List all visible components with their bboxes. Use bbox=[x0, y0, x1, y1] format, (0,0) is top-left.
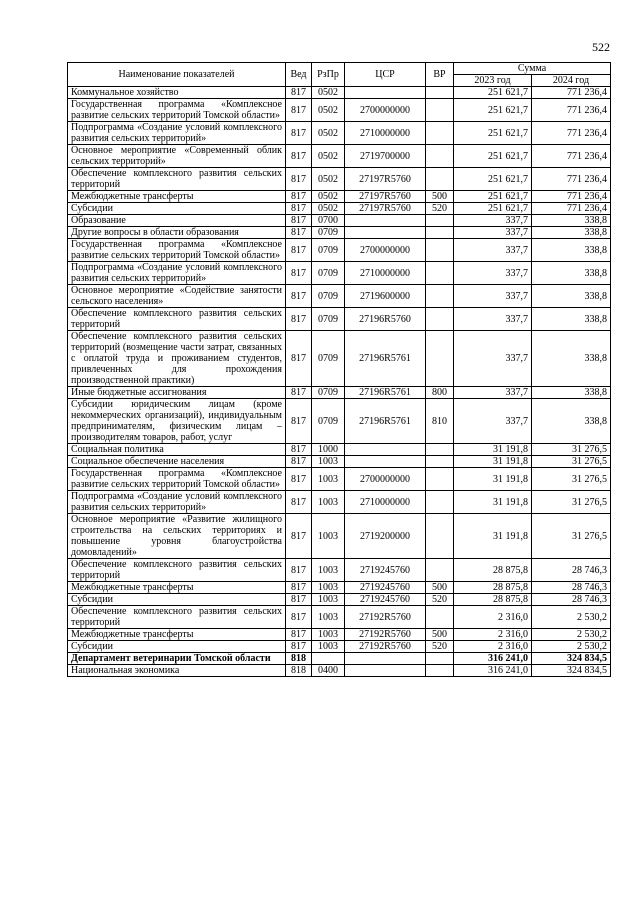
table-row bbox=[68, 227, 611, 239]
row-ved: 817 bbox=[286, 444, 312, 456]
row-ved: 817 bbox=[286, 594, 312, 606]
row-csr bbox=[345, 665, 426, 677]
row-name: Межбюджетные трансферты bbox=[68, 629, 286, 641]
row-vr: 500 bbox=[426, 582, 454, 594]
row-vr bbox=[426, 308, 454, 331]
row-csr bbox=[345, 215, 426, 227]
row-ved: 817 bbox=[286, 308, 312, 331]
table-row bbox=[68, 444, 611, 456]
row-value-2023: 316 241,0 bbox=[454, 665, 532, 677]
row-rzpr: 1003 bbox=[312, 606, 345, 629]
row-rzpr: 0709 bbox=[312, 308, 345, 331]
table-row bbox=[68, 606, 611, 629]
row-name: Субсидии bbox=[68, 594, 286, 606]
row-rzpr: 0709 bbox=[312, 285, 345, 308]
row-ved: 817 bbox=[286, 215, 312, 227]
table-row bbox=[68, 285, 611, 308]
row-rzpr: 0502 bbox=[312, 191, 345, 203]
row-name: Другие вопросы в области образования bbox=[68, 227, 286, 239]
row-name: Обеспечение комплексного развития сельских территорий bbox=[68, 168, 286, 191]
row-value-2024: 31 276,5 bbox=[532, 514, 611, 559]
row-ved: 817 bbox=[286, 239, 312, 262]
row-rzpr: 0502 bbox=[312, 145, 345, 168]
row-value-2023: 337,7 bbox=[454, 308, 532, 331]
row-value-2023: 2 316,0 bbox=[454, 641, 532, 653]
row-vr: 500 bbox=[426, 629, 454, 641]
row-value-2023: 31 191,8 bbox=[454, 491, 532, 514]
row-value-2024: 771 236,4 bbox=[532, 145, 611, 168]
row-csr: 2700000000 bbox=[345, 468, 426, 491]
row-vr bbox=[426, 87, 454, 99]
row-rzpr: 0502 bbox=[312, 99, 345, 122]
row-value-2023: 251 621,7 bbox=[454, 168, 532, 191]
row-vr: 520 bbox=[426, 641, 454, 653]
row-rzpr: 0502 bbox=[312, 168, 345, 191]
table-row bbox=[68, 456, 611, 468]
row-vr bbox=[426, 468, 454, 491]
table-row bbox=[68, 122, 611, 145]
row-csr: 2719245760 bbox=[345, 594, 426, 606]
row-rzpr: 1003 bbox=[312, 641, 345, 653]
table-row bbox=[68, 145, 611, 168]
row-csr: 27196R5761 bbox=[345, 387, 426, 399]
row-value-2024: 338,8 bbox=[532, 227, 611, 239]
row-vr bbox=[426, 262, 454, 285]
row-csr: 2710000000 bbox=[345, 491, 426, 514]
row-vr bbox=[426, 665, 454, 677]
table-row bbox=[68, 203, 611, 215]
table-row bbox=[68, 641, 611, 653]
row-csr: 2719245760 bbox=[345, 559, 426, 582]
table-row bbox=[68, 653, 611, 665]
row-value-2023: 251 621,7 bbox=[454, 203, 532, 215]
row-vr: 520 bbox=[426, 594, 454, 606]
table-row bbox=[68, 262, 611, 285]
row-value-2023: 337,7 bbox=[454, 399, 532, 444]
row-rzpr: 0709 bbox=[312, 331, 345, 387]
row-ved: 817 bbox=[286, 399, 312, 444]
row-value-2024: 2 530,2 bbox=[532, 641, 611, 653]
row-value-2024: 771 236,4 bbox=[532, 122, 611, 145]
row-name: Коммунальное хозяйство bbox=[68, 87, 286, 99]
row-value-2024: 771 236,4 bbox=[532, 99, 611, 122]
row-csr: 2719245760 bbox=[345, 582, 426, 594]
header-vr: ВР bbox=[426, 63, 454, 87]
table-row bbox=[68, 491, 611, 514]
row-vr bbox=[426, 215, 454, 227]
row-ved: 818 bbox=[286, 665, 312, 677]
row-vr bbox=[426, 168, 454, 191]
row-name: Социальное обеспечение населения bbox=[68, 456, 286, 468]
row-ved: 818 bbox=[286, 653, 312, 665]
row-value-2024: 338,8 bbox=[532, 215, 611, 227]
row-value-2024: 338,8 bbox=[532, 331, 611, 387]
row-rzpr: 1003 bbox=[312, 514, 345, 559]
row-name: Субсидии bbox=[68, 203, 286, 215]
row-value-2023: 28 875,8 bbox=[454, 559, 532, 582]
row-csr: 27197R5760 bbox=[345, 191, 426, 203]
row-value-2024: 28 746,3 bbox=[532, 559, 611, 582]
header-csr: ЦСР bbox=[345, 63, 426, 87]
row-csr: 2700000000 bbox=[345, 239, 426, 262]
row-value-2023: 316 241,0 bbox=[454, 653, 532, 665]
row-value-2023: 251 621,7 bbox=[454, 191, 532, 203]
row-value-2024: 771 236,4 bbox=[532, 203, 611, 215]
row-vr bbox=[426, 514, 454, 559]
row-name: Субсидии юридическим лицам (кроме некоммерческих организаций), индивидуальным предпринимателям, физическим лицам – производителям товаров, работ, услуг bbox=[68, 399, 286, 444]
header-year-2024: 2024 год bbox=[532, 75, 611, 87]
header-name: Наименование показателей bbox=[68, 63, 286, 87]
row-ved: 817 bbox=[286, 262, 312, 285]
row-value-2023: 31 191,8 bbox=[454, 468, 532, 491]
row-vr bbox=[426, 456, 454, 468]
row-vr bbox=[426, 606, 454, 629]
row-vr bbox=[426, 122, 454, 145]
row-value-2024: 338,8 bbox=[532, 308, 611, 331]
row-name: Социальная политика bbox=[68, 444, 286, 456]
table-row bbox=[68, 582, 611, 594]
table-row bbox=[68, 629, 611, 641]
row-name: Подпрограмма «Создание условий комплексного развития сельских территорий» bbox=[68, 262, 286, 285]
row-ved: 817 bbox=[286, 122, 312, 145]
row-csr bbox=[345, 227, 426, 239]
row-rzpr bbox=[312, 653, 345, 665]
row-ved: 817 bbox=[286, 468, 312, 491]
page-number: 522 bbox=[592, 40, 610, 54]
row-value-2024: 2 530,2 bbox=[532, 606, 611, 629]
row-value-2024: 338,8 bbox=[532, 285, 611, 308]
row-rzpr: 1003 bbox=[312, 456, 345, 468]
row-value-2023: 2 316,0 bbox=[454, 629, 532, 641]
row-csr: 2719600000 bbox=[345, 285, 426, 308]
row-rzpr: 0400 bbox=[312, 665, 345, 677]
table-row bbox=[68, 215, 611, 227]
row-value-2024: 338,8 bbox=[532, 239, 611, 262]
row-value-2024: 324 834,5 bbox=[532, 653, 611, 665]
row-vr: 800 bbox=[426, 387, 454, 399]
row-value-2024: 28 746,3 bbox=[532, 582, 611, 594]
header-year-2023: 2023 год bbox=[454, 75, 532, 87]
row-vr bbox=[426, 491, 454, 514]
row-value-2024: 28 746,3 bbox=[532, 594, 611, 606]
row-rzpr: 0709 bbox=[312, 227, 345, 239]
row-value-2024: 324 834,5 bbox=[532, 665, 611, 677]
row-ved: 817 bbox=[286, 387, 312, 399]
row-vr bbox=[426, 227, 454, 239]
row-name: Межбюджетные трансферты bbox=[68, 191, 286, 203]
row-name: Подпрограмма «Создание условий комплексного развития сельских территорий» bbox=[68, 491, 286, 514]
row-name: Государственная программа «Комплексное развитие сельских территорий Томской области» bbox=[68, 468, 286, 491]
row-vr bbox=[426, 331, 454, 387]
row-value-2023: 28 875,8 bbox=[454, 594, 532, 606]
row-csr: 27196R5761 bbox=[345, 331, 426, 387]
table-row bbox=[68, 99, 611, 122]
row-value-2023: 337,7 bbox=[454, 227, 532, 239]
row-value-2023: 251 621,7 bbox=[454, 145, 532, 168]
table-row bbox=[68, 239, 611, 262]
row-rzpr: 0709 bbox=[312, 399, 345, 444]
row-vr: 500 bbox=[426, 191, 454, 203]
row-value-2024: 2 530,2 bbox=[532, 629, 611, 641]
row-ved: 817 bbox=[286, 168, 312, 191]
row-vr bbox=[426, 653, 454, 665]
table-row bbox=[68, 559, 611, 582]
row-ved: 817 bbox=[286, 191, 312, 203]
row-name: Обеспечение комплексного развития сельских территорий bbox=[68, 308, 286, 331]
table-row bbox=[68, 308, 611, 331]
row-ved: 817 bbox=[286, 331, 312, 387]
row-csr: 27192R5760 bbox=[345, 641, 426, 653]
row-name: Основное мероприятие «Развитие жилищного строительства на сельских территориях и повышение уровня благоустройства домовладений» bbox=[68, 514, 286, 559]
table-row bbox=[68, 87, 611, 99]
row-name: Департамент ветеринарии Томской области bbox=[68, 653, 286, 665]
row-value-2024: 31 276,5 bbox=[532, 444, 611, 456]
row-ved: 817 bbox=[286, 559, 312, 582]
row-vr bbox=[426, 444, 454, 456]
row-csr bbox=[345, 87, 426, 99]
table-row bbox=[68, 387, 611, 399]
row-name: Государственная программа «Комплексное развитие сельских территорий Томской области» bbox=[68, 239, 286, 262]
header-sum: Сумма bbox=[454, 63, 611, 75]
row-value-2023: 337,7 bbox=[454, 285, 532, 308]
row-ved: 817 bbox=[286, 514, 312, 559]
row-ved: 817 bbox=[286, 87, 312, 99]
row-rzpr: 1003 bbox=[312, 559, 345, 582]
row-csr: 27197R5760 bbox=[345, 203, 426, 215]
row-ved: 817 bbox=[286, 145, 312, 168]
row-ved: 817 bbox=[286, 285, 312, 308]
row-ved: 817 bbox=[286, 606, 312, 629]
row-value-2023: 28 875,8 bbox=[454, 582, 532, 594]
row-value-2023: 337,7 bbox=[454, 239, 532, 262]
header-ved: Вед bbox=[286, 63, 312, 87]
table-row bbox=[68, 168, 611, 191]
table-row bbox=[68, 514, 611, 559]
row-csr: 27196R5761 bbox=[345, 399, 426, 444]
row-rzpr: 0502 bbox=[312, 87, 345, 99]
row-vr bbox=[426, 99, 454, 122]
budget-table bbox=[67, 62, 611, 677]
row-ved: 817 bbox=[286, 629, 312, 641]
header-rzpr: РзПр bbox=[312, 63, 345, 87]
row-value-2024: 771 236,4 bbox=[532, 87, 611, 99]
row-value-2024: 771 236,4 bbox=[532, 191, 611, 203]
row-rzpr: 1003 bbox=[312, 594, 345, 606]
row-csr bbox=[345, 444, 426, 456]
row-ved: 817 bbox=[286, 99, 312, 122]
row-vr bbox=[426, 285, 454, 308]
row-value-2023: 2 316,0 bbox=[454, 606, 532, 629]
row-name: Межбюджетные трансферты bbox=[68, 582, 286, 594]
row-name: Субсидии bbox=[68, 641, 286, 653]
table-row bbox=[68, 468, 611, 491]
row-name: Основное мероприятие «Содействие занятости сельского населения» bbox=[68, 285, 286, 308]
row-csr: 2710000000 bbox=[345, 262, 426, 285]
row-ved: 817 bbox=[286, 203, 312, 215]
row-rzpr: 0709 bbox=[312, 239, 345, 262]
row-ved: 817 bbox=[286, 491, 312, 514]
row-rzpr: 0700 bbox=[312, 215, 345, 227]
row-name: Основное мероприятие «Современный облик сельских территорий» bbox=[68, 145, 286, 168]
row-name: Образование bbox=[68, 215, 286, 227]
row-rzpr: 1000 bbox=[312, 444, 345, 456]
row-name: Обеспечение комплексного развития сельских территорий bbox=[68, 559, 286, 582]
table-row bbox=[68, 399, 611, 444]
row-value-2023: 337,7 bbox=[454, 387, 532, 399]
row-csr: 27197R5760 bbox=[345, 168, 426, 191]
row-rzpr: 1003 bbox=[312, 629, 345, 641]
row-ved: 817 bbox=[286, 227, 312, 239]
row-value-2024: 31 276,5 bbox=[532, 468, 611, 491]
row-vr bbox=[426, 145, 454, 168]
row-value-2023: 337,7 bbox=[454, 262, 532, 285]
row-value-2023: 251 621,7 bbox=[454, 99, 532, 122]
row-value-2024: 31 276,5 bbox=[532, 456, 611, 468]
row-ved: 817 bbox=[286, 456, 312, 468]
row-csr: 2719700000 bbox=[345, 145, 426, 168]
row-rzpr: 1003 bbox=[312, 582, 345, 594]
row-rzpr: 1003 bbox=[312, 468, 345, 491]
row-csr: 2710000000 bbox=[345, 122, 426, 145]
row-name: Обеспечение комплексного развития сельских территорий (возмещение части затрат, связанных с оплатой труда и проживанием студентов, привлеченных для прохождения производственной практики) bbox=[68, 331, 286, 387]
row-value-2024: 338,8 bbox=[532, 399, 611, 444]
row-value-2023: 31 191,8 bbox=[454, 514, 532, 559]
row-vr bbox=[426, 559, 454, 582]
row-csr: 27192R5760 bbox=[345, 606, 426, 629]
row-csr: 2700000000 bbox=[345, 99, 426, 122]
row-value-2023: 251 621,7 bbox=[454, 122, 532, 145]
row-value-2023: 337,7 bbox=[454, 331, 532, 387]
row-name: Обеспечение комплексного развития сельских территорий bbox=[68, 606, 286, 629]
row-name: Иные бюджетные ассигнования bbox=[68, 387, 286, 399]
row-name: Подпрограмма «Создание условий комплексного развития сельских территорий» bbox=[68, 122, 286, 145]
row-rzpr: 0709 bbox=[312, 387, 345, 399]
row-vr: 520 bbox=[426, 203, 454, 215]
row-value-2024: 338,8 bbox=[532, 387, 611, 399]
row-value-2023: 251 621,7 bbox=[454, 87, 532, 99]
row-csr bbox=[345, 653, 426, 665]
row-value-2023: 337,7 bbox=[454, 215, 532, 227]
row-csr: 27192R5760 bbox=[345, 629, 426, 641]
row-csr: 2719200000 bbox=[345, 514, 426, 559]
row-name: Национальная экономика bbox=[68, 665, 286, 677]
row-rzpr: 0709 bbox=[312, 262, 345, 285]
row-name: Государственная программа «Комплексное развитие сельских территорий Томской области» bbox=[68, 99, 286, 122]
row-value-2023: 31 191,8 bbox=[454, 456, 532, 468]
row-value-2024: 31 276,5 bbox=[532, 491, 611, 514]
row-value-2024: 338,8 bbox=[532, 262, 611, 285]
row-rzpr: 1003 bbox=[312, 491, 345, 514]
row-rzpr: 0502 bbox=[312, 203, 345, 215]
table-row bbox=[68, 331, 611, 387]
row-rzpr: 0502 bbox=[312, 122, 345, 145]
table-row bbox=[68, 191, 611, 203]
row-csr bbox=[345, 456, 426, 468]
row-value-2023: 31 191,8 bbox=[454, 444, 532, 456]
row-ved: 817 bbox=[286, 641, 312, 653]
table-body bbox=[68, 87, 611, 677]
row-vr: 810 bbox=[426, 399, 454, 444]
row-vr bbox=[426, 239, 454, 262]
row-value-2024: 771 236,4 bbox=[532, 168, 611, 191]
row-csr: 27196R5760 bbox=[345, 308, 426, 331]
row-ved: 817 bbox=[286, 582, 312, 594]
table-row bbox=[68, 594, 611, 606]
table-row bbox=[68, 665, 611, 677]
